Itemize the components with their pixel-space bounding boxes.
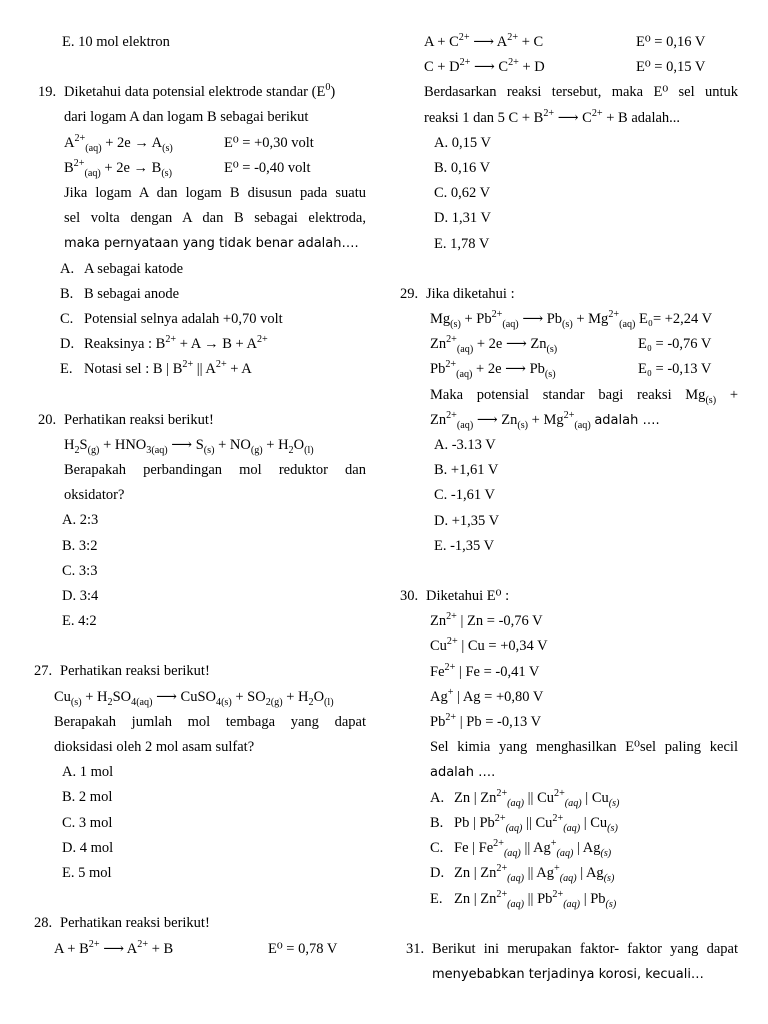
question-30 bbox=[400, 584, 738, 912]
reaction-equation-1: $Mg_{(s)} + Pb^{2+}_{(aq)}$ ⟶ $Pb_{(s)} + Mg^{2+}_{(aq)}$ E₀= +2,24 V bbox=[430, 309, 713, 330]
question-stem: Perhatikan reaksi berikut! bbox=[64, 411, 214, 428]
reaction-equation: $Cu_{(s)} + H_2SO_{4(aq)}$ ⟶ CuSO$_{4(s)}$ + $SO_{2(g)} + H_2O_{(l)}$ bbox=[54, 688, 334, 708]
question-31 bbox=[400, 937, 738, 987]
question-text-line: adalah …. bbox=[430, 765, 496, 781]
option-e: E. 4:2 bbox=[62, 613, 97, 630]
question-text-line: $Zn^{2+}_{(aq)}$ ⟶ $Zn_{(s)} + Mg^{2+}_{(aq)}$ adalah …. bbox=[430, 410, 660, 431]
half-reaction-b: $B^{2+}_{(aq)} + 2e \to B_{(s)}$ E⁰ = -0,40 volt bbox=[64, 157, 311, 179]
reaction-equation-3: $C + D^{2+}$ ⟶ $C^{2+} + D$ E⁰ = 0,15 V bbox=[424, 57, 706, 76]
question-19: 19. Diketahui data potensial elektrode standar $(E^0)$ dari logam A dan logam B sebagai berikut $A^{2+}_{(aq)} + 2e \to A_{(s)}$ E⁰ = +0,30 volt $B^{2+}_{(aq)} + 2e \to B_{(s)}$ E⁰ = -0,40 volt Jika logam A dan logam B disusun pada suatu sel volta dengan A dan B sebagai elektroda, maka pernyataan yang tidak benar adalah…. A. A sebagai katode B. B sebagai anode C. Potensial selnya adalah +0,70 volt D. Reaksinya : $B^{2+} + A \to B + A^{2+}$ E. Notasi sel : B | $B^{2+}$ || $A^{2+} + A$ bbox=[38, 80, 366, 382]
option-e: E. Notasi sel : B | $B^{2+}$ || $A^{2+} + A$ bbox=[60, 359, 252, 378]
potential-cu: $Cu^{2+}$ | Cu = +0,34 V bbox=[430, 636, 548, 655]
reaction-equation: $H_2S_{(g)} + HNO_{3(aq)}$ ⟶ $S_{(s)} + NO_{(g)} + H_2O_{(l)}$ bbox=[64, 436, 314, 456]
question-text-line: Berdasarkan reaksi tersebut, maka E⁰ sel untuk bbox=[424, 84, 738, 101]
option-c: C. Potensial selnya adalah +0,70 volt bbox=[60, 311, 283, 328]
question-text-line: reaksi 1 dan 5 $C + B^{2+}$ ⟶ $C^{2+} + B$ adalah... bbox=[424, 107, 681, 126]
prev-question-option-e: E. 10 mol elektron bbox=[62, 34, 170, 50]
option-d: D. 3:4 bbox=[62, 588, 99, 605]
option-c: C. 3 mol bbox=[62, 814, 113, 831]
question-text-line: Jika logam A dan logam B disusun pada suatu bbox=[64, 185, 366, 202]
option-e: E. 1,78 V bbox=[434, 235, 490, 252]
reaction-equation-2: $A + C^{2+}$ ⟶ $A^{2+} + C$ E⁰ = 0,16 V bbox=[424, 32, 706, 50]
potential-pb: $Pb^{2+}$ | Pb = -0,13 V bbox=[430, 712, 542, 731]
option-d: D. 1,31 V bbox=[434, 210, 491, 227]
reaction-equation-3: $Pb^{2+}_{(aq)} + 2e$ ⟶ $Pb_{(s)}$ E₀ = -0,13 V bbox=[430, 359, 712, 381]
reaction-equation-1: $A + B^{2+}$ ⟶ $A^{2+} + B$ E⁰ = 0,78 V bbox=[54, 938, 338, 957]
option-a: A. 2:3 bbox=[62, 512, 99, 529]
option-b: B. B sebagai anode bbox=[60, 285, 180, 302]
question-number: 19. bbox=[38, 84, 57, 101]
option-b: B. Pb | $Pb^{2+}_{(aq)}$ || $Cu^{2+}_{(aq)}$ | $Cu_{(s)}$ bbox=[430, 813, 618, 834]
potential-zn: $Zn^{2+}$ | Zn = -0,76 V bbox=[430, 611, 543, 630]
option-c: C. -1,61 V bbox=[434, 487, 495, 504]
half-reaction-a: $A^{2+}_{(aq)} + 2e \to A_{(s)}$ E⁰ = +0,30 volt bbox=[64, 132, 314, 154]
question-28-continued bbox=[400, 30, 738, 257]
option-d: D. 4 mol bbox=[62, 839, 114, 856]
option-e: E. -1,35 V bbox=[434, 537, 495, 554]
question-number: 29. bbox=[400, 285, 419, 302]
question-text-line: maka pernyataan yang tidak benar adalah…. bbox=[64, 236, 359, 252]
option-b: B. +1,61 V bbox=[434, 462, 499, 479]
option-a: A. -3.13 V bbox=[434, 437, 496, 454]
question-stem: Diketahui E⁰ : bbox=[426, 588, 510, 605]
question-28 bbox=[34, 911, 366, 961]
question-number: 31. bbox=[406, 940, 425, 957]
option-e: E. 5 mol bbox=[62, 865, 112, 882]
option-c: C. 0,62 V bbox=[434, 185, 491, 202]
question-20 bbox=[38, 408, 366, 635]
question-stem: Berikut ini merupakan faktor- faktor yang dapat bbox=[432, 940, 738, 957]
question-27 bbox=[34, 659, 366, 886]
question-text-line: oksidator? bbox=[64, 487, 125, 504]
question-number: 20. bbox=[38, 411, 57, 428]
question-text-line: Maka potensial standar bagi reaksi $Mg_{(s)}$ + bbox=[430, 386, 738, 406]
question-text-line: Sel kimia yang menghasilkan E⁰sel paling kecil bbox=[430, 739, 738, 756]
question-29 bbox=[400, 282, 738, 559]
option-b: B. 3:2 bbox=[62, 537, 98, 554]
option-b: B. 0,16 V bbox=[434, 160, 491, 177]
question-text-line: Berapakah jumlah mol tembaga yang dapat bbox=[54, 713, 366, 730]
question-text-line: sel volta dengan A dan B sebagai elektroda, bbox=[64, 210, 366, 227]
option-b: B. 2 mol bbox=[62, 789, 113, 806]
option-a: A. Zn | $Zn^{2+}_{(aq)}$ || $Cu^{2+}_{(aq)}$ | $Cu_{(s)}$ bbox=[430, 787, 620, 809]
right-column bbox=[400, 30, 738, 987]
question-text-line: menyebabkan terjadinya korosi, kecuali… bbox=[432, 966, 704, 982]
option-e: E. Zn | $Zn^{2+}_{(aq)}$ || $Pb^{2+}_{(aq)}$ | $Pb_{(s)}$ bbox=[430, 888, 617, 910]
left-column bbox=[34, 30, 366, 962]
option-c: C. 3:3 bbox=[62, 562, 98, 579]
potential-ag: Ag+ | Ag = +0,80 V bbox=[430, 687, 544, 705]
potential-fe: $Fe^{2+}$ | Fe = -0,41 V bbox=[430, 661, 540, 680]
option-d: D. Reaksinya : $B^{2+} + A \to B + A^{2+}$ bbox=[60, 334, 268, 353]
question-number: 27. bbox=[34, 663, 53, 680]
option-d: D. Zn | $Zn^{2+}_{(aq)}$ || $Ag^+_{(aq)}$ | $Ag_{(s)}$ bbox=[430, 863, 615, 885]
option-c: C. Fe | $Fe^{2+}_{(aq)}$ || $Ag^+_{(aq)}$ | $Ag_{(s)}$ bbox=[430, 838, 612, 859]
question-stem: Perhatikan reaksi berikut! bbox=[60, 663, 210, 680]
option-a: A. A sebagai katode bbox=[60, 260, 184, 277]
reaction-equation-2: $Zn^{2+}_{(aq)} + 2e$ ⟶ $Zn_{(s)}$ E₀ = -0,76 V bbox=[430, 334, 712, 356]
question-number: 28. bbox=[34, 915, 53, 932]
option-a: A. 0,15 V bbox=[434, 134, 491, 151]
question-number: 30. bbox=[400, 588, 419, 605]
option-d: D. +1,35 V bbox=[434, 512, 500, 529]
question-text-line: dioksidasi oleh 2 mol asam sulfat? bbox=[54, 739, 255, 756]
question-stem: Diketahui data potensial elektrode standar (E bbox=[64, 84, 326, 101]
question-text-line: Berapakah perbandingan mol reduktor dan bbox=[64, 462, 366, 479]
question-stem-cont: dari logam A dan logam B sebagai berikut bbox=[64, 109, 309, 126]
question-stem: Jika diketahui : bbox=[426, 285, 515, 302]
question-stem: Perhatikan reaksi berikut! bbox=[60, 915, 210, 932]
option-a: A. 1 mol bbox=[62, 764, 114, 781]
